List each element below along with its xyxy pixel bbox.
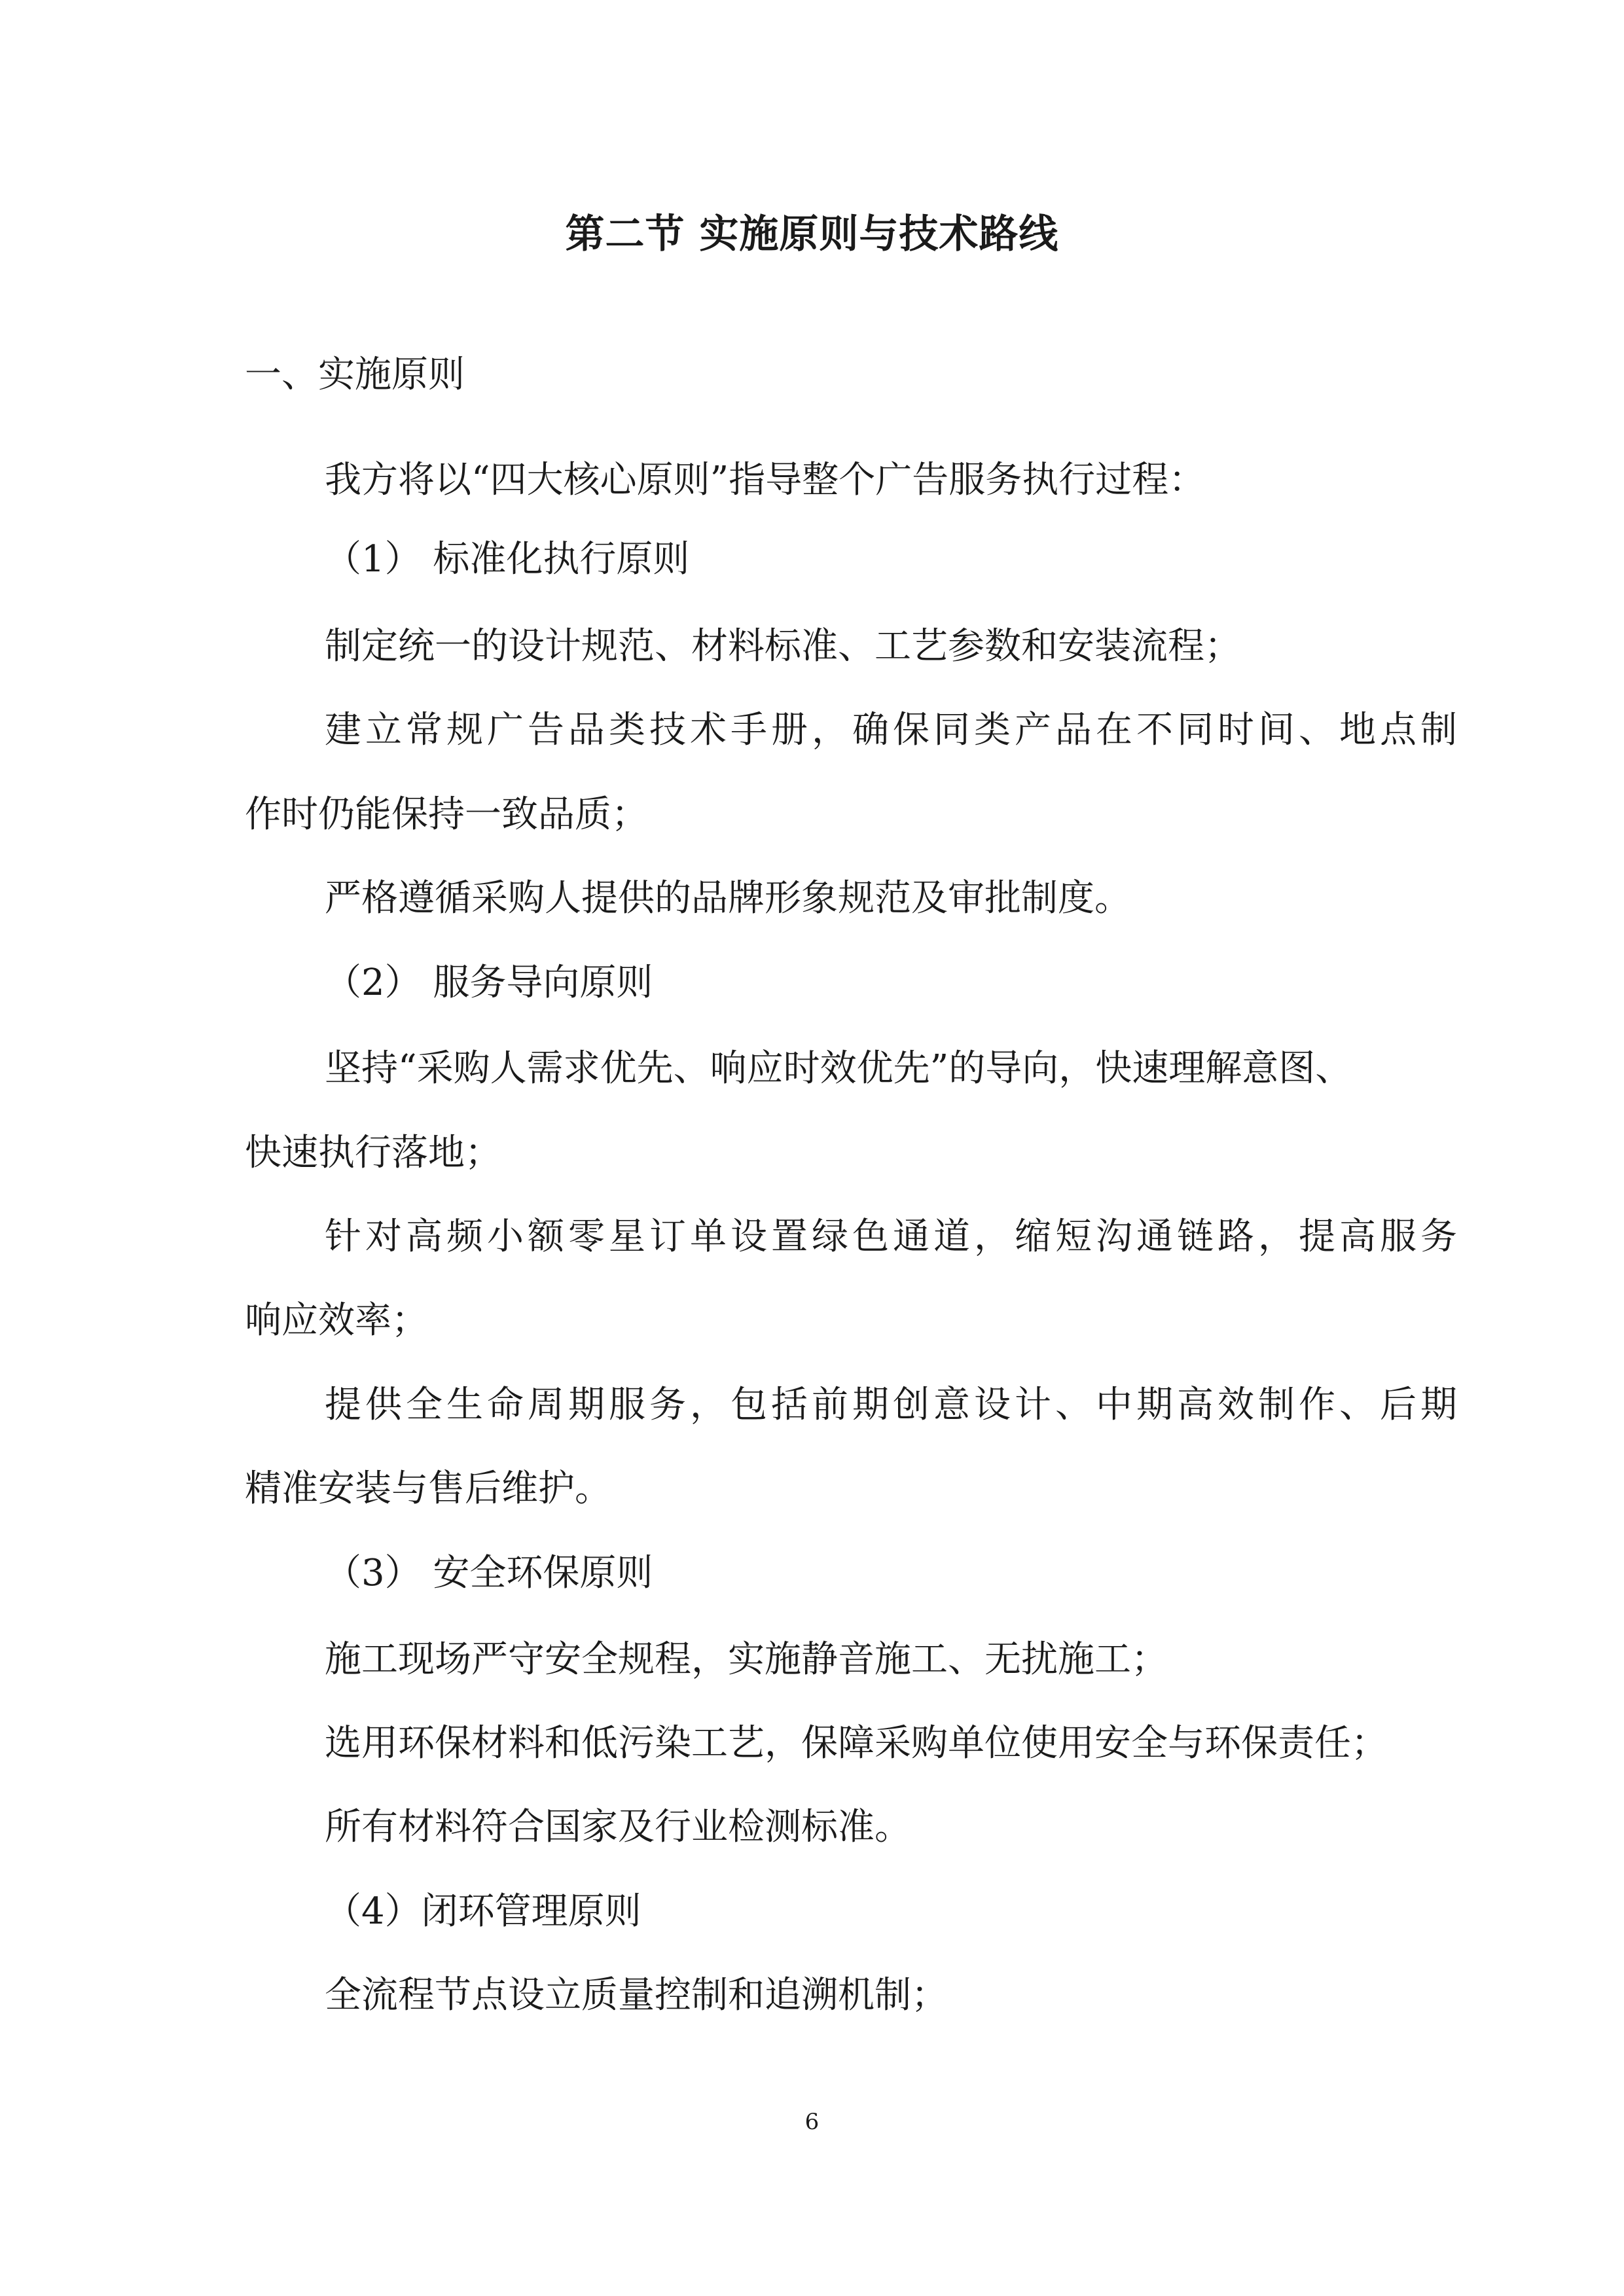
principle-3-line: 所有材料符合国家及行业检测标准。 — [325, 1806, 911, 1848]
principle-1-line: 建立常规广告品类技术手册，确保同类产品在不同时间、地点制 — [325, 709, 1461, 751]
principle-1-line: 制定统一的设计规范、材料标准、工艺参数和安装流程； — [325, 625, 1241, 668]
principle-1-line: 严格遵循采购人提供的品牌形象规范及审批制度。 — [325, 877, 1131, 920]
principle-2-line: 精准安装与售后维护。 — [245, 1467, 611, 1510]
section-heading: 一、实施原则 — [245, 353, 465, 396]
principle-2-line: 提供全生命周期服务，包括前期创意设计、中期高效制作、后期 — [325, 1384, 1461, 1426]
principle-2-line: 针对高频小额零星订单设置绿色通道，缩短沟通链路，提高服务 — [325, 1215, 1461, 1258]
principle-2-line: 坚持“采购人需求优先、响应时效优先”的导向，快速理解意图、 — [325, 1047, 1352, 1090]
principle-1-title: （1） 标准化执行原则 — [325, 538, 690, 581]
principle-4-line: 全流程节点设立质量控制和追溯机制； — [325, 1974, 948, 2017]
principle-2-line: 响应效率； — [245, 1299, 428, 1342]
page-number: 6 — [804, 2109, 820, 2135]
principle-2-title: （2） 服务导向原则 — [325, 961, 653, 1004]
section-title: 第二节 实施原则与技术路线 — [565, 211, 1059, 257]
principle-1-line: 作时仍能保持一致品质； — [245, 793, 648, 836]
intro-paragraph: 我方将以“四大核心原则”指导整个广告服务执行过程： — [325, 459, 1206, 501]
principle-3-line: 选用环保材料和低污染工艺，保障采购单位使用安全与环保责任； — [325, 1722, 1388, 1765]
principle-4-title: （4）闭环管理原则 — [325, 1890, 641, 1933]
principle-2-line: 快速执行落地； — [245, 1132, 501, 1174]
principle-3-title: （3） 安全环保原则 — [325, 1552, 653, 1594]
principle-3-line: 施工现场严守安全规程，实施静音施工、无扰施工； — [325, 1638, 1168, 1681]
